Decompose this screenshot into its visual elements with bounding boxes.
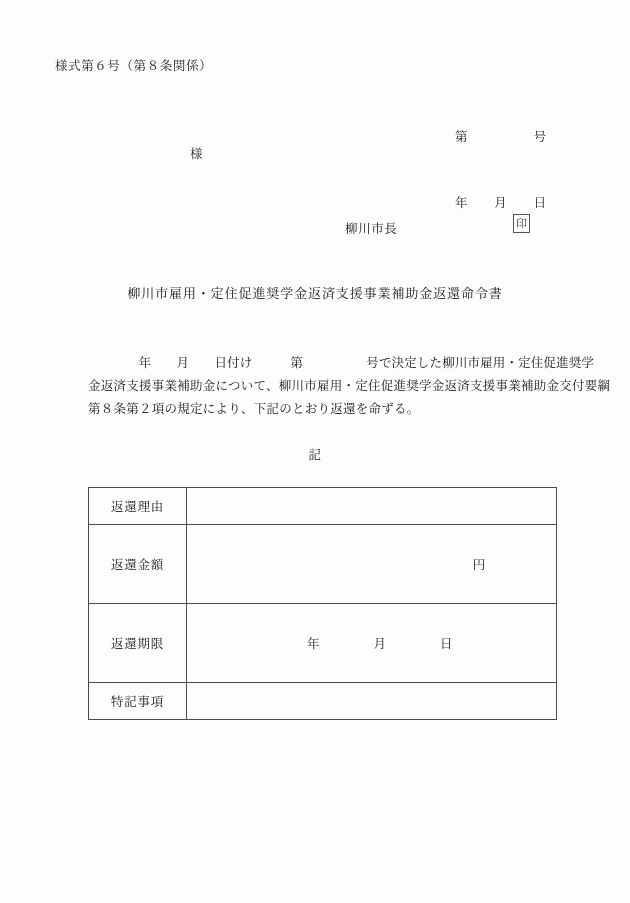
row-label-remarks: 特記事項 [89,683,187,720]
addressee-honorific: 様 [190,147,204,161]
body-line-1: 年 月 日付け 第 号で決定した柳川市雇用・定住促進奨学 [88,356,595,370]
table-row [89,683,557,720]
row-value-reason[interactable] [187,488,557,525]
deadline-date-placeholder: 年 月 日 [307,637,454,651]
table-row [89,525,557,604]
form-number: 様式第６号（第８条関係） [55,59,213,73]
table-row [89,604,557,683]
amount-unit: 円 [472,558,486,572]
body-line-2: 金返済支援事業補助金について、柳川市雇用・定住促進奨学金返済支援事業補助金交付要綱 [88,379,611,393]
row-label-reason: 返還理由 [89,488,187,525]
document-date-line: 年 月 日 [455,196,547,210]
issuer-block [345,218,545,240]
document-number-line: 第 号 [455,130,547,144]
table-row [89,488,557,525]
body-line-3: 第８条第２項の規定により、下記のとおり返還を命ずる。 [88,402,420,416]
row-value-amount[interactable] [187,525,557,604]
body-paragraph [88,352,611,421]
ki-marker: 記 [308,448,322,462]
row-value-deadline[interactable] [187,604,557,683]
seal-stamp-box: 印 [513,214,530,233]
row-value-remarks[interactable] [187,683,557,720]
document-title: 柳川市雇用・定住促進奨学金返済支援事業補助金返還命令書 [127,286,503,301]
return-details-table [88,487,557,720]
row-label-deadline: 返還期限 [89,604,187,683]
row-label-amount: 返還金額 [89,525,187,604]
issuer-name: 柳川市長 [345,222,398,236]
